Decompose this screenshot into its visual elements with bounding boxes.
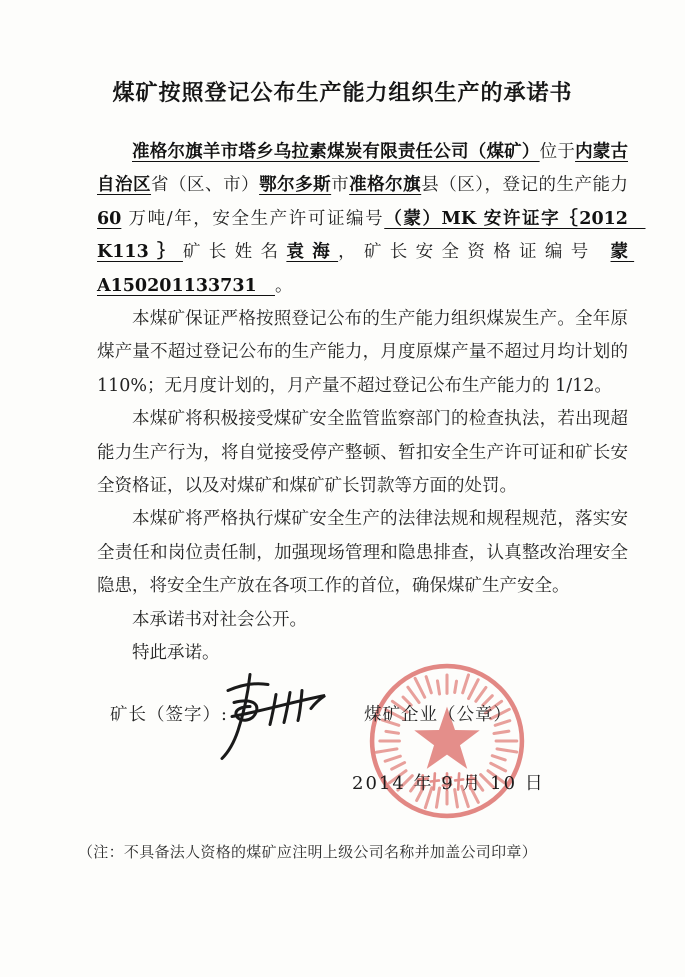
filled-blank: 60 <box>97 208 122 229</box>
mine-chief-signature-label: 矿长（签字）: <box>110 705 228 725</box>
footnote: （注：不具备法人资格的煤矿应注明上级公司名称并加盖公司印章） <box>78 843 538 861</box>
text-segment: 特此承诺。 <box>132 643 220 664</box>
filled-blank: 蒙 A150201133731 <box>97 242 635 296</box>
text-segment: 本承诺书对社会公开。 <box>132 609 307 630</box>
filled-blank: 鄂尔多斯 <box>259 175 332 196</box>
text-segment: 万吨/年，安全生产许可证编号 <box>121 208 385 229</box>
paragraph <box>97 403 628 503</box>
company-seal-stamp-icon <box>366 660 528 822</box>
text-segment: ，矿长安全资格证编号 <box>338 242 611 263</box>
text-segment: 位于 <box>539 142 576 162</box>
text-segment: 矿长姓名 <box>182 242 287 263</box>
text-segment: 本煤矿将严格执行煤矿安全生产的法律法规和规程规范，落实安全责任和岗位责任制，加强现场管理和隐患排查，认真整改治理安全隐患，将安全生产放在各项工作的首位，确保煤矿生产安全。 <box>97 509 628 597</box>
paragraph <box>97 604 628 637</box>
text-segment: 县（区），登记的生产能力 <box>421 175 629 196</box>
paragraph <box>97 503 628 603</box>
document-date: 2014 年 9 月 10 日 <box>352 773 545 794</box>
document-body <box>97 136 646 671</box>
filled-blank: 准格尔旗羊市塔乡乌拉素煤炭有限责任公司（煤矿） <box>132 142 540 162</box>
paragraph <box>97 136 646 303</box>
filled-blank: 准格尔旗 <box>349 175 422 196</box>
text-segment: 。 <box>274 275 293 296</box>
text-segment: 本煤矿保证严格按照登记公布的生产能力组织煤炭生产。全年原煤产量不超过登记公布的生产能力，月度原煤产量不超过月均计划的110%；无月度计划的，月产量不超过登记公布生产能力的 1/12。 <box>97 309 628 396</box>
filled-blank: （蒙）MK 安许证字｛2012 K113｝ <box>97 208 646 263</box>
company-seal-label: 煤矿企业（公章） <box>364 705 512 725</box>
filled-blank: 内蒙古自治区 <box>97 142 629 196</box>
paragraph <box>97 637 628 670</box>
filled-blank: 袁海 <box>286 242 339 263</box>
text-segment: 本煤矿将积极接受煤矿安全监管监察部门的检查执法，若出现超能力生产行为，将自觉接受停产整顿、暂扣安全生产许可证和矿长安全资格证，以及对煤矿和煤矿矿长罚款等方面的处罚。 <box>97 409 628 497</box>
handwritten-signature-ink <box>198 666 333 771</box>
text-segment: 市 <box>331 175 350 196</box>
paragraph <box>97 303 628 403</box>
document-title: 煤矿按照登记公布生产能力组织生产的承诺书 <box>112 80 573 106</box>
text-segment: 省（区、市） <box>151 175 260 196</box>
